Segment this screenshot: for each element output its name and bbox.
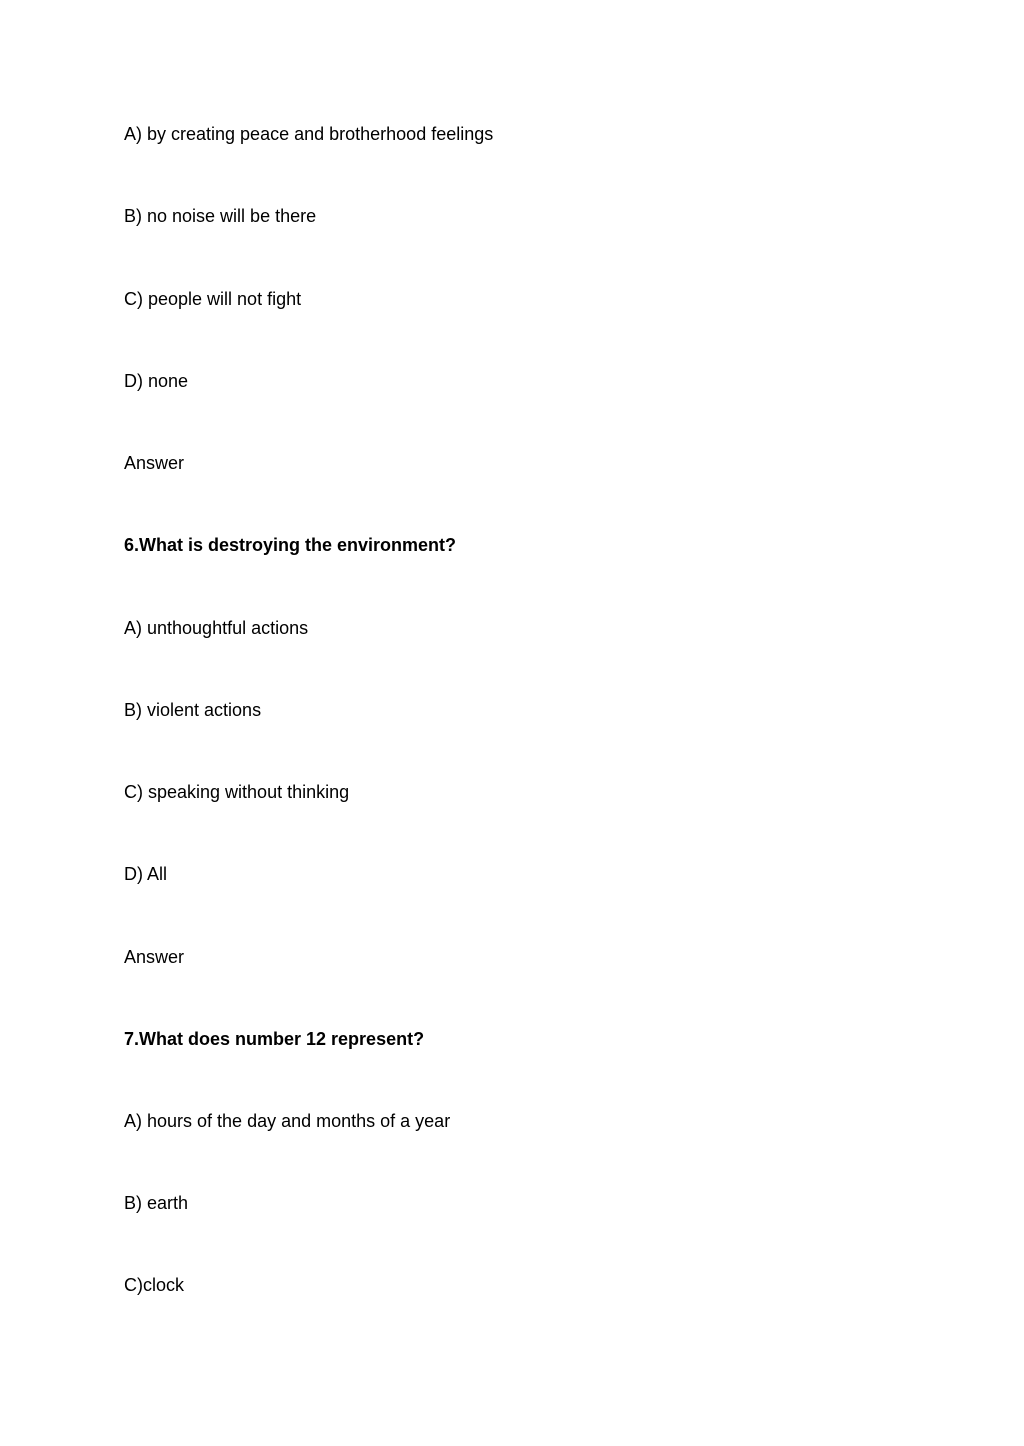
- question-7: 7.What does number 12 represent?: [124, 1029, 425, 1049]
- q5-option-a: A) by creating peace and brotherhood feelings: [124, 124, 494, 144]
- q7-option-a: A) hours of the day and months of a year: [124, 1111, 451, 1131]
- q6-option-c: C) speaking without thinking: [124, 782, 350, 802]
- q6-option-d: D) All: [124, 864, 168, 884]
- q5-option-b: B) no noise will be there: [124, 206, 317, 226]
- q5-option-c: C) people will not fight: [124, 289, 302, 309]
- q7-option-c: C)clock: [124, 1275, 185, 1295]
- q6-option-a: A) unthoughtful actions: [124, 618, 309, 638]
- q5-answer-label: Answer: [124, 453, 185, 473]
- q5-option-d: D) none: [124, 371, 189, 391]
- question-6: 6.What is destroying the environment?: [124, 535, 457, 555]
- q6-option-b: B) violent actions: [124, 700, 262, 720]
- q7-option-b: B) earth: [124, 1193, 189, 1213]
- q6-answer-label: Answer: [124, 947, 185, 967]
